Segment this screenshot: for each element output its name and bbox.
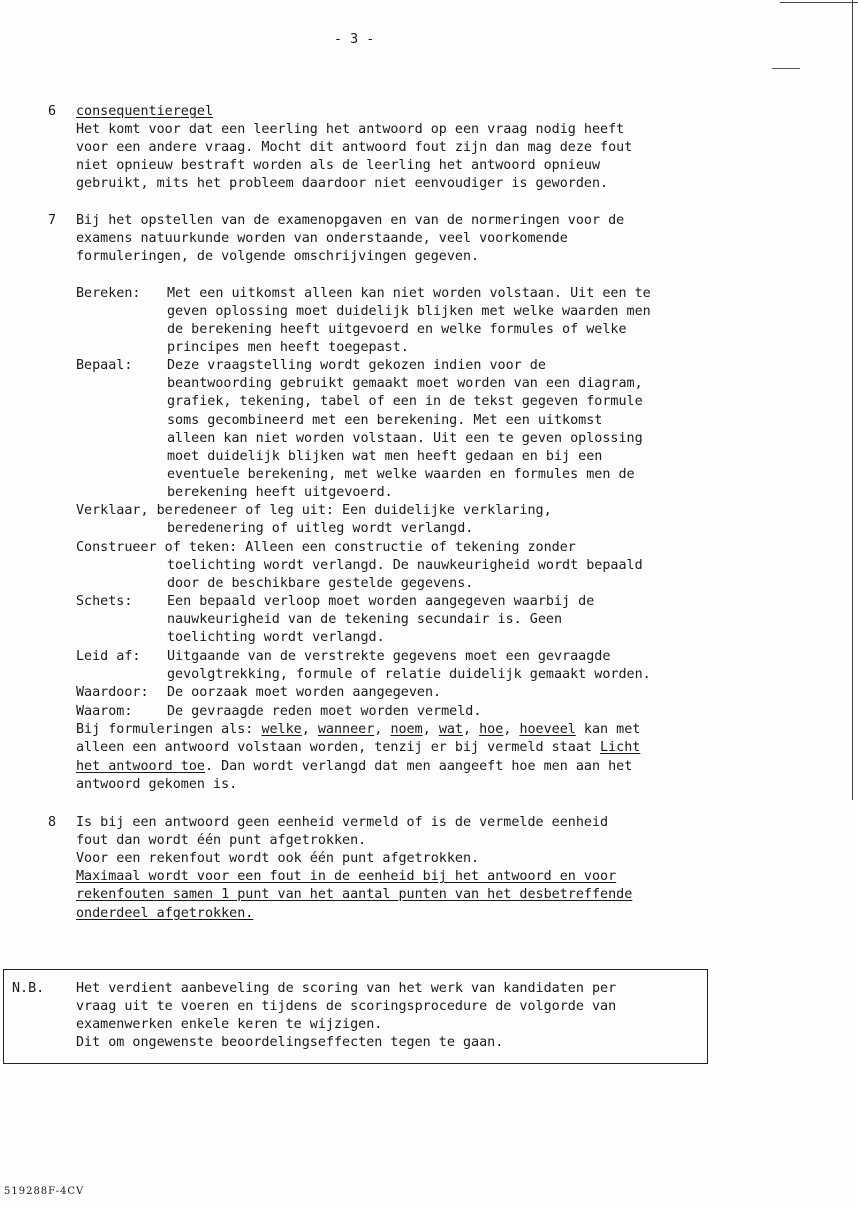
nb-label: N.B. <box>12 981 45 996</box>
definition-line: principes men heeft toegepast. <box>167 340 409 355</box>
keyword: Licht <box>600 740 641 755</box>
definition-line: gevolgtrekking, formule of relatie duidelijk gemaakt worden. <box>167 667 651 682</box>
underlined-line: Maximaal wordt voor een fout in de eenheid bij het antwoord en voor <box>76 869 617 884</box>
underlined-line: rekenfouten samen 1 punt van het aantal punten van het desbetreffende <box>76 887 633 902</box>
formulations-line: antwoord gekomen is. <box>76 777 238 792</box>
underlined-line: onderdeel afgetrokken. <box>76 906 254 921</box>
text-line: examens natuurkunde worden van onderstaande, veel voorkomende <box>76 231 568 246</box>
keyword: welke <box>261 722 302 737</box>
nb-line: Dit om ongewenste beoordelingseffecten tegen te gaan. <box>76 1035 504 1050</box>
definition-line: toelichting wordt verlangd. <box>167 630 385 645</box>
definition-line: grafiek, tekening, tabel of een in de tekst gegeven formule <box>167 394 643 409</box>
footer-code: 519288F-4CV <box>4 1186 85 1197</box>
definition-line: moet duidelijk blijken wat men heeft gedaan en bij een <box>167 449 603 464</box>
term-leid-af: Leid af: <box>76 649 141 664</box>
keyword: het antwoord toe <box>76 759 205 774</box>
definition-line: De oorzaak moet worden aangegeven. <box>167 685 442 700</box>
keyword: hoeveel <box>519 722 576 737</box>
definition-line: berekening heeft uitgevoerd. <box>167 485 393 500</box>
section-number-6: 6 <box>48 104 57 119</box>
text-line: gebruikt, mits het probleem daardoor niet eenvoudiger is geworden. <box>76 176 609 191</box>
definition-line: soms gecombineerd met een berekening. Met een uitkomst <box>167 413 603 428</box>
scan-edge-right <box>852 0 853 800</box>
formulations-line: Bij formuleringen als: welke, wanneer, noem, wat, hoe, hoeveel kan met <box>76 722 641 737</box>
text-line: fout dan wordt één punt afgetrokken. <box>76 833 367 848</box>
text-line: Voor een rekenfout wordt ook één punt afgetrokken. <box>76 851 480 866</box>
term-verklaar: Verklaar, beredeneer of leg uit: Een duidelijke verklaring, <box>76 503 552 518</box>
keyword: wanneer <box>317 722 375 737</box>
term-schets: Schets: <box>76 594 133 609</box>
text-line: Bij het opstellen van de examenopgaven en van de normeringen voor de <box>76 213 625 228</box>
term-waardoor: Waardoor: <box>76 685 149 700</box>
formulations-line: het antwoord toe. Dan wordt verlangd dat men aangeeft hoe men aan het <box>76 759 633 774</box>
definition-line: eventuele berekening, met welke waarden en formules men de <box>167 467 635 482</box>
definition-line: Met een uitkomst alleen kan niet worden volstaan. Uit een te <box>167 286 651 301</box>
term-construeer: Construeer of teken: Alleen een constructie of tekening zonder <box>76 540 576 555</box>
section-number-8: 8 <box>48 815 57 830</box>
page-number: - 3 - <box>334 32 375 47</box>
scan-edge-top <box>780 2 858 3</box>
definition-line: door de beschikbare gestelde gegevens. <box>167 576 474 591</box>
definition-line: nauwkeurigheid van de tekening secundair is. Geen <box>167 612 563 627</box>
term-bereken: Bereken: <box>76 286 141 301</box>
nb-line: vraag uit te voeren en tijdens de scoringsprocedure de volgorde van <box>76 999 617 1014</box>
text-line: niet opnieuw bestraft worden als de leerling het antwoord opnieuw <box>76 158 601 173</box>
nb-line: examenwerken enkele keren te wijzigen. <box>76 1017 383 1032</box>
scan-mark <box>772 68 800 69</box>
definition-line: Een bepaald verloop moet worden aangegeven waarbij de <box>167 594 595 609</box>
keyword: noem <box>390 722 423 737</box>
section-6-heading: consequentieregel <box>76 104 214 119</box>
section-number-7: 7 <box>48 213 57 228</box>
definition-line: geven oplossing moet duidelijk blijken met welke waarden men <box>167 304 651 319</box>
definition-line: toelichting wordt verlangd. De nauwkeurigheid wordt bepaald <box>167 558 643 573</box>
definition-line: Deze vraagstelling wordt gekozen indien voor de <box>167 358 546 373</box>
term-waarom: Waarom: <box>76 704 133 719</box>
definition-line: de berekening heeft uitgevoerd en welke formules of welke <box>167 322 627 337</box>
text-line: formuleringen, de volgende omschrijvingen gegeven. <box>76 249 480 264</box>
definition-line: beredenering of uitleg wordt verlangd. <box>167 521 474 536</box>
term-bepaal: Bepaal: <box>76 358 133 373</box>
definition-line: De gevraagde reden moet worden vermeld. <box>167 704 482 719</box>
definition-line: beantwoording gebruikt gemaakt moet worden van een diagram, <box>167 376 643 391</box>
definition-line: alleen kan niet worden volstaan. Uit een te geven oplossing <box>167 431 643 446</box>
keyword: wat <box>438 722 463 737</box>
text-line: Het komt voor dat een leerling het antwoord op een vraag nodig heeft <box>76 122 625 137</box>
keyword: hoe <box>479 722 504 737</box>
formulations-line: alleen een antwoord volstaan worden, tenzij er bij vermeld staat Licht <box>76 740 641 755</box>
definition-line: Uitgaande van de verstrekte gegevens moet een gevraagde <box>167 649 611 664</box>
text-line: Is bij een antwoord geen eenheid vermeld of is de vermelde eenheid <box>76 815 609 830</box>
text-line: voor een andere vraag. Mocht dit antwoord fout zijn dan mag deze fout <box>76 140 633 155</box>
nb-line: Het verdient aanbeveling de scoring van het werk van kandidaten per <box>76 981 617 996</box>
